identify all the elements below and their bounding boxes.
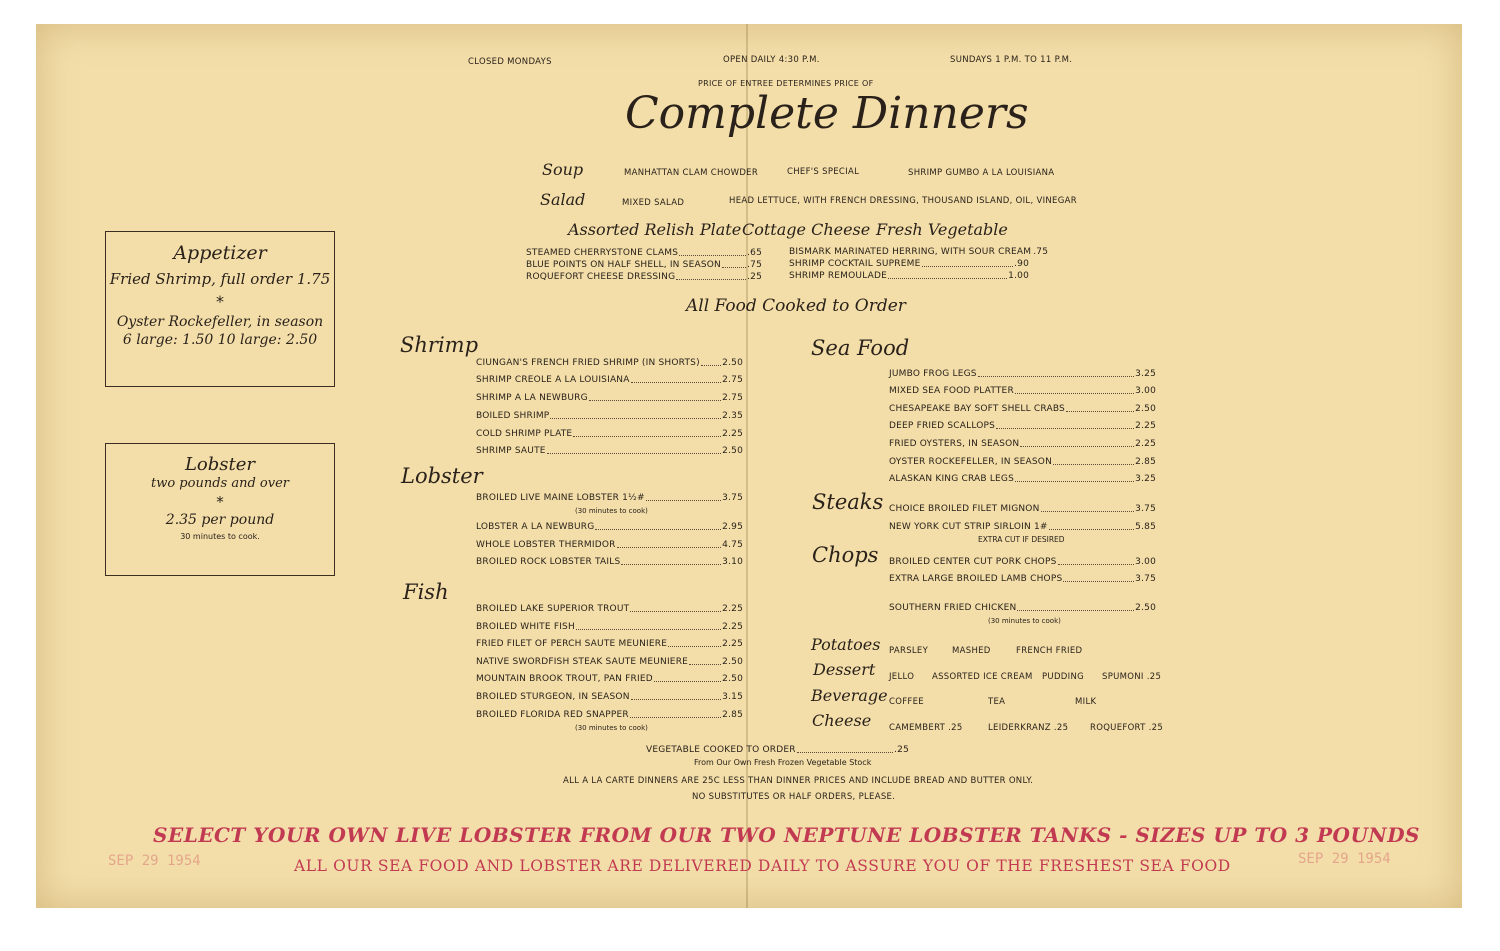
menu-row: SHRIMP A LA NEWBURG 2.75 <box>476 393 743 403</box>
beverage-option: COFFEE <box>889 697 924 707</box>
salad-item: MIXED SALAD <box>622 198 685 208</box>
sunday-hours: SUNDAYS 1 P.M. TO 11 P.M. <box>950 55 1073 65</box>
potato-option: FRENCH FRIED <box>1016 646 1083 656</box>
menu-row: BOILED SHRIMP 2.35 <box>476 411 743 421</box>
lobster-box-line: two pounds and over <box>151 476 289 491</box>
vegetable-note: From Our Own Fresh Frozen Vegetable Stock <box>694 758 872 767</box>
starter-row: SHRIMP COCKTAIL SUPREME .90 <box>789 259 1029 269</box>
potato-option: PARSLEY <box>889 646 929 656</box>
shrimp-heading: Shrimp <box>400 333 479 357</box>
steaks-heading: Steaks <box>812 490 884 514</box>
date-stamp: SEP 29 1954 <box>108 853 201 869</box>
menu-row: OYSTER ROCKEFELLER, IN SEASON 2.85 <box>889 457 1156 467</box>
cheese-label: Cheese <box>812 711 872 730</box>
menu-row: BROILED LIVE MAINE LOBSTER 1½# 3.75 <box>476 493 743 503</box>
dessert-option: ASSORTED ICE CREAM <box>932 672 1033 682</box>
menu-row: BROILED FLORIDA RED SNAPPER 2.85 <box>476 710 743 720</box>
star-divider: * <box>216 292 224 311</box>
star-divider: * <box>216 493 224 511</box>
closed-mondays: CLOSED MONDAYS <box>468 57 552 67</box>
potatoes-label: Potatoes <box>811 635 881 654</box>
beverage-option: MILK <box>1075 697 1097 707</box>
a-la-carte-note: ALL A LA CARTE DINNERS ARE 25C LESS THAN DINNER PRICES AND INCLUDE BREAD AND BUTTER ONLY. <box>563 776 1034 786</box>
cook-time-note: (30 minutes to cook) <box>575 724 648 732</box>
dessert-option: PUDDING <box>1042 672 1084 682</box>
lobster-heading: Lobster <box>401 464 483 488</box>
starter-row: ROQUEFORT CHEESE DRESSING .25 <box>526 272 762 282</box>
appetizer-line: Fried Shrimp, full order 1.75 <box>109 270 331 288</box>
lobster-box-title: Lobster <box>184 454 256 475</box>
soup-item: SHRIMP GUMBO A LA LOUISIANA <box>908 168 1055 178</box>
cook-time-note: (30 minutes to cook) <box>575 507 648 515</box>
menu-row: FRIED OYSTERS, IN SEASON 2.25 <box>889 439 1156 449</box>
all-food-cooked: All Food Cooked to Order <box>686 296 906 316</box>
menu-row: SHRIMP SAUTE 2.50 <box>476 446 743 456</box>
potato-option: MASHED <box>952 646 991 656</box>
menu-row: NEW YORK CUT STRIP SIRLOIN 1# 5.85 <box>889 522 1156 532</box>
starter-row: BLUE POINTS ON HALF SHELL, IN SEASON .75 <box>526 260 762 270</box>
open-hours: OPEN DAILY 4:30 P.M. <box>723 55 820 65</box>
lobster-box <box>105 443 335 576</box>
soup-label: Soup <box>542 160 584 179</box>
dessert-option: JELLO <box>889 672 915 682</box>
side-cottage-cheese: Cottage Cheese <box>742 220 871 239</box>
appetizer-line: Oyster Rockefeller, in season <box>116 314 324 330</box>
cheese-option: LEIDERKRANZ .25 <box>988 723 1069 733</box>
freshness-banner: ALL OUR SEA FOOD AND LOBSTER ARE DELIVERED DAILY TO ASSURE YOU OF THE FRESHEST SEA FOOD <box>294 857 1231 875</box>
menu-row: FRIED FILET OF PERCH SAUTE MEUNIERE 2.25 <box>476 639 743 649</box>
menu-row: BROILED LAKE SUPERIOR TROUT 2.25 <box>476 604 743 614</box>
menu-row: COLD SHRIMP PLATE 2.25 <box>476 429 743 439</box>
appetizer-title: Appetizer <box>173 242 267 264</box>
seafood-heading: Sea Food <box>811 336 910 360</box>
fish-heading: Fish <box>403 580 449 604</box>
price-note: PRICE OF ENTREE DETERMINES PRICE OF <box>698 79 874 88</box>
menu-row: BROILED STURGEON, IN SEASON 3.15 <box>476 692 743 702</box>
lobster-box-price: 2.35 per pound <box>165 512 275 528</box>
appetizer-box <box>105 231 335 387</box>
lobster-tank-banner: SELECT YOUR OWN LIVE LOBSTER FROM OUR TWO NEPTUNE LOBSTER TANKS - SIZES UP TO 3 POUNDS <box>153 823 1420 847</box>
menu-row: MIXED SEA FOOD PLATTER 3.00 <box>889 386 1156 396</box>
menu-row: ALASKAN KING CRAB LEGS 3.25 <box>889 474 1156 484</box>
menu-row: CIUNGAN'S FRENCH FRIED SHRIMP (IN SHORTS) 2.50 <box>476 358 743 368</box>
menu-row: MOUNTAIN BROOK TROUT, PAN FRIED 2.50 <box>476 674 743 684</box>
vegetable-row: VEGETABLE COOKED TO ORDER .25 <box>646 745 909 755</box>
menu-row: BROILED WHITE FISH 2.25 <box>476 622 743 632</box>
starter-row: SHRIMP REMOULADE 1.00 <box>789 271 1029 281</box>
menu-row: BROILED ROCK LOBSTER TAILS 3.10 <box>476 557 743 567</box>
cheese-option: ROQUEFORT .25 <box>1090 723 1164 733</box>
menu-row: EXTRA LARGE BROILED LAMB CHOPS 3.75 <box>889 574 1156 584</box>
side-vegetable: Fresh Vegetable <box>876 220 1008 239</box>
extra-cut-note: EXTRA CUT IF DESIRED <box>978 535 1065 544</box>
menu-row: WHOLE LOBSTER THERMIDOR 4.75 <box>476 540 743 550</box>
menu-row: CHESAPEAKE BAY SOFT SHELL CRABS 2.50 <box>889 404 1156 414</box>
appetizer-line: 6 large: 1.50 10 large: 2.50 <box>122 332 318 348</box>
dessert-label: Dessert <box>813 660 876 679</box>
beverage-label: Beverage <box>811 686 888 705</box>
menu-row: JUMBO FROG LEGS 3.25 <box>889 369 1156 379</box>
salad-item: HEAD LETTUCE, WITH FRENCH DRESSING, THOUSAND ISLAND, OIL, VINEGAR <box>729 196 1077 206</box>
soup-item: CHEF'S SPECIAL <box>787 167 860 177</box>
menu-row: DEEP FRIED SCALLOPS 2.25 <box>889 421 1156 431</box>
no-substitutes-note: NO SUBSTITUTES OR HALF ORDERS, PLEASE. <box>692 792 896 802</box>
salad-label: Salad <box>540 190 586 209</box>
lobster-box-note: 30 minutes to cook. <box>180 532 260 541</box>
menu-row: NATIVE SWORDFISH STEAK SAUTE MEUNIERE 2.50 <box>476 657 743 667</box>
starter-row: STEAMED CHERRYSTONE CLAMS .65 <box>526 248 762 258</box>
side-relish: Assorted Relish Plate <box>568 220 742 239</box>
menu-row: BROILED CENTER CUT PORK CHOPS 3.00 <box>889 557 1156 567</box>
menu-row: SHRIMP CREOLE A LA LOUISIANA 2.75 <box>476 375 743 385</box>
beverage-option: TEA <box>988 697 1006 707</box>
menu-row: CHOICE BROILED FILET MIGNON 3.75 <box>889 504 1156 514</box>
chops-heading: Chops <box>812 543 879 567</box>
dessert-option: SPUMONI .25 <box>1102 672 1162 682</box>
menu-row: SOUTHERN FRIED CHICKEN 2.50 <box>889 603 1156 613</box>
date-stamp: SEP 29 1954 <box>1298 851 1391 867</box>
starter-row: BISMARK MARINATED HERRING, WITH SOUR CREAM .75 <box>789 247 1049 257</box>
cook-time-note: (30 minutes to cook) <box>988 617 1061 625</box>
page-title: Complete Dinners <box>625 88 1029 139</box>
soup-item: MANHATTAN CLAM CHOWDER <box>624 168 759 178</box>
menu-row: LOBSTER A LA NEWBURG 2.95 <box>476 522 743 532</box>
cheese-option: CAMEMBERT .25 <box>889 723 963 733</box>
